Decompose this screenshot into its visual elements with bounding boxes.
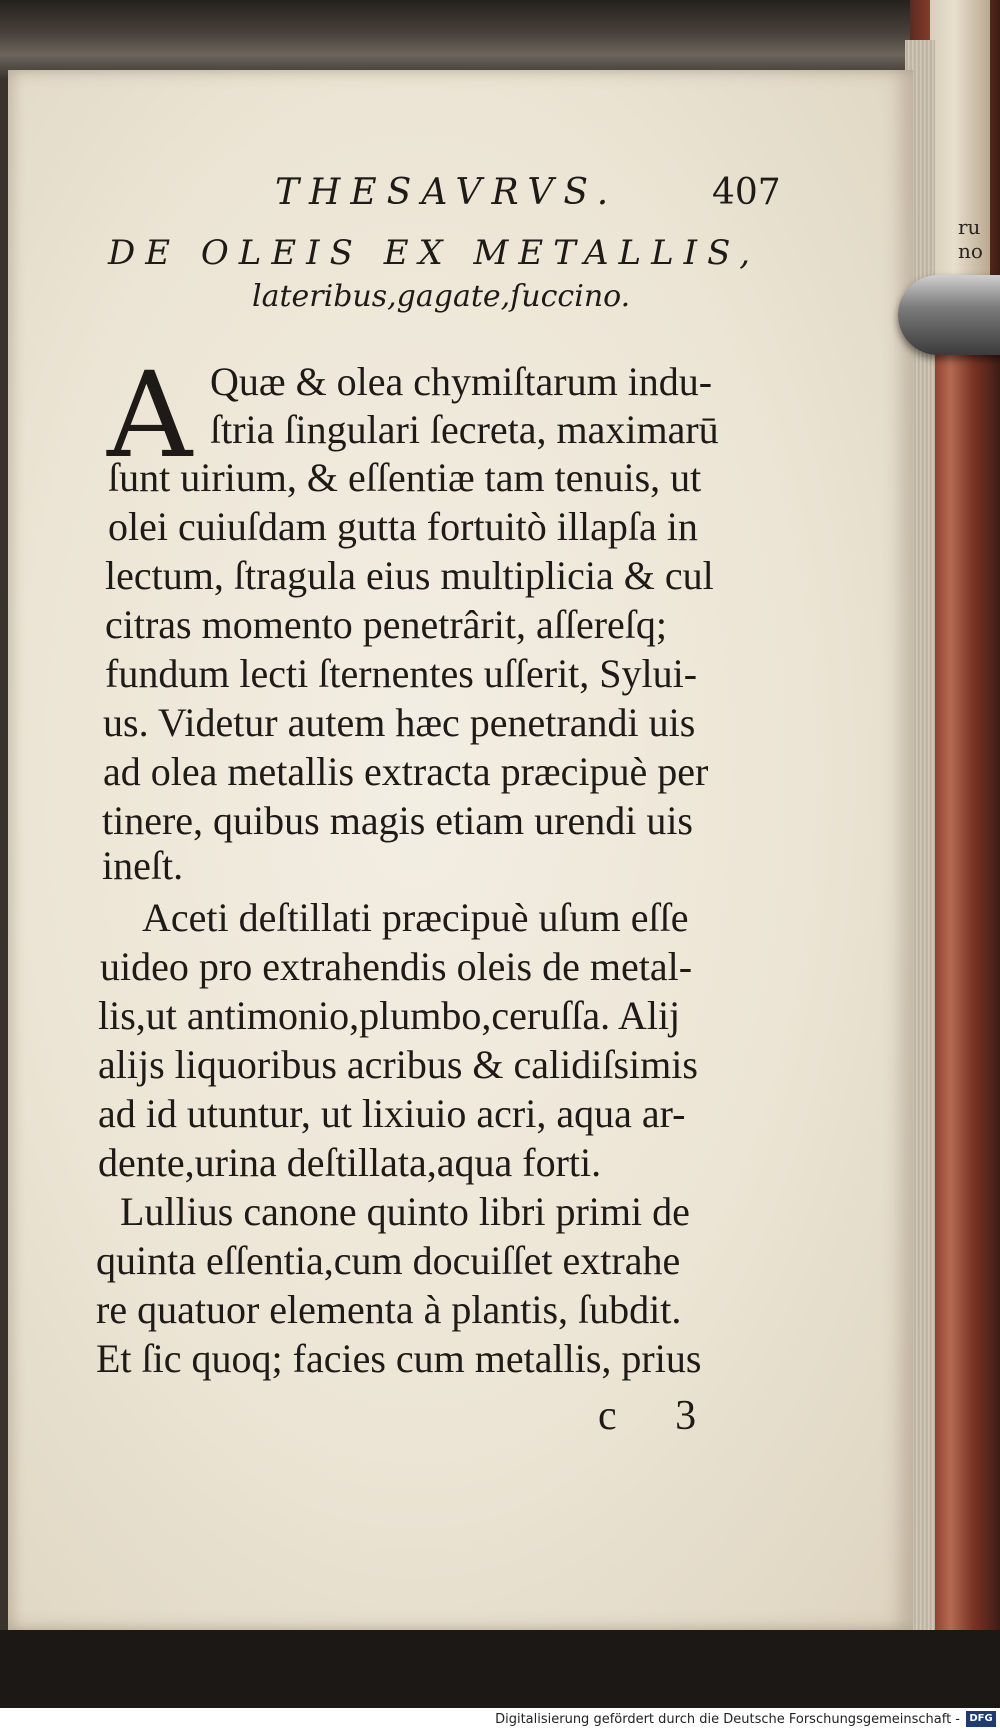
text-line: fundum lecti ſternentes uſſerit, Sylui- [105,651,698,696]
text-line: lis,ut antimonio,plumbo,ceruſſa. Alij [98,993,681,1038]
top-page-edges [0,0,1000,78]
text-line: lectum, ſtragula eius multiplicia & cul [105,553,714,598]
text-line: alijs liquoribus acribus & calidiſsimis [98,1042,698,1087]
dfg-logo: DFG [966,1711,996,1727]
page-clip [898,275,1000,355]
text-line: citras momento penetrârit, aſſereſq; [105,602,667,647]
text-line: Lullius canone quinto libri primi de [120,1189,690,1234]
chapter-title: DE OLEIS EX METALLIS, [108,233,760,273]
text-line: dente,urina deſtillata,aqua forti. [98,1140,602,1185]
footer-bar [0,1708,1000,1730]
text-line: Aceti deſtillati præcipuè uſum eſſe [142,895,689,940]
text-line: ad id utuntur, ut lixiuio acri, aqua ar- [98,1091,686,1136]
text-line: ſunt uirium, & eſſentiæ tam tenuis, ut [108,455,702,500]
text-line: ſtria ſingulari ſecreta, maximarū [210,407,719,452]
text-line: ad olea metallis extracta præcipuè per [103,749,709,794]
signature-mark: c 3 [598,1393,721,1439]
text-line: Et ſic quoq; facies cum metallis, prius [96,1336,702,1381]
footer-credit: Digitalisierung gefördert durch die Deutsche Forschungsgemeinschaft - [495,1712,960,1727]
page-number: 407 [712,172,781,213]
text-line: ineſt. [102,843,184,888]
drop-cap: A [107,346,193,484]
binding-text-fragment: ru no [958,215,983,263]
chapter-subtitle: lateribus,gagate,ſuccino. [252,279,631,314]
text-line: re quatuor elementa à plantis, ſubdit. [96,1287,682,1332]
running-head: THESAVRVS. [275,172,619,213]
text-line: olei cuiuſdam gutta fortuitò illapſa in [108,504,698,549]
text-line: us. Videtur autem hæc penetrandi uis [103,700,696,745]
text-line: Quæ & olea chymiſtarum indu- [210,359,713,404]
text-line: uideo pro extrahendis oleis de metal- [100,944,693,989]
text-line: quinta eſſentia,cum docuiſſet extrahe [96,1238,681,1283]
text-line: tinere, quibus magis etiam urendi uis [102,798,693,843]
